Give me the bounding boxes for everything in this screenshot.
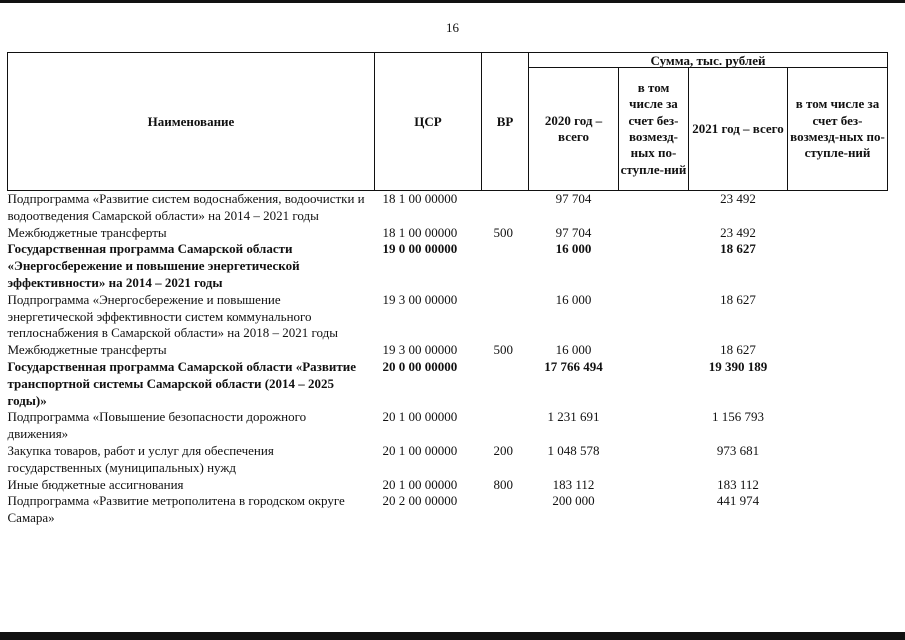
row-vr: 500: [493, 342, 513, 358]
table-body: [8, 191, 888, 527]
row-csr: 20 0 00 00000: [382, 358, 458, 374]
budget-table: [7, 52, 888, 527]
row-name: Государственная программа Самарской области «Энергосбережение и повышение энергетической эффективности» на 2014 – 2021 годы: [7, 241, 300, 290]
table-row: [8, 493, 888, 527]
row-2021-gratuitous: [788, 493, 888, 527]
row-2021-total: 23 492: [720, 224, 756, 240]
row-2020-gratuitous: [619, 191, 689, 225]
row-name: Подпрограмма «Повышение безопасности дорожного движения»: [7, 409, 307, 442]
row-2021-total: 18 627: [720, 342, 756, 358]
row-name: Государственная программа Самарской области «Развитие транспортной системы Самарской области (2014 – 2025 годы)»: [7, 358, 357, 408]
row-2020-total: 1 048 578: [547, 442, 600, 458]
row-csr: 19 3 00 00000: [382, 342, 458, 358]
row-vr: 500: [493, 224, 513, 240]
header-name: Наименование: [8, 53, 375, 191]
row-name: Закупка товаров, работ и услуг для обеспечения государственных (муниципальных) нужд: [7, 442, 274, 475]
row-name: Иные бюджетные ассигнования: [7, 476, 184, 492]
row-csr: 20 1 00 00000: [382, 442, 458, 458]
header-2021-total: 2021 год – всего: [689, 68, 788, 191]
row-vr: [482, 241, 529, 291]
row-2021-total: 23 492: [720, 191, 756, 206]
row-2020-total: 200 000: [552, 493, 595, 509]
row-2020-gratuitous: [619, 225, 689, 242]
row-2021-gratuitous: [788, 292, 888, 342]
table-row: [8, 191, 888, 225]
row-2020-gratuitous: [619, 477, 689, 494]
table-header: [8, 53, 888, 191]
row-2020-total: 16 000: [555, 291, 592, 307]
page-number: 16: [446, 20, 459, 35]
row-name: Подпрограмма «Развитие систем водоснабжения, водоочистки и водоотведения Самарской области» на 2014 – 2021 годы: [7, 191, 365, 223]
row-2020-gratuitous: [619, 493, 689, 527]
row-2021-gratuitous: [788, 342, 888, 359]
row-vr: [482, 292, 529, 342]
row-2020-total: 97 704: [555, 191, 592, 206]
row-2021-total: 18 627: [720, 291, 756, 307]
table-row: [8, 443, 888, 477]
row-2020-gratuitous: [619, 409, 689, 443]
header-2021-gratuitous: в том числе за счет без-возмезд-ных по-ступле-ний: [788, 68, 888, 191]
row-2021-total: 19 390 189: [708, 358, 768, 374]
row-2021-gratuitous: [788, 225, 888, 242]
row-2020-gratuitous: [619, 443, 689, 477]
row-vr: [482, 409, 529, 443]
scan-border-bottom: [0, 632, 905, 640]
row-2021-total: 973 681: [716, 442, 760, 458]
table-row: [8, 225, 888, 242]
row-2021-total: 441 974: [716, 493, 760, 509]
row-vr: 200: [493, 442, 513, 458]
row-2021-gratuitous: [788, 443, 888, 477]
table-row: [8, 477, 888, 494]
header-sum: Сумма, тыс. рублей: [529, 53, 888, 68]
row-name: Подпрограмма «Развитие метрополитена в городском округе Самара»: [7, 493, 345, 526]
table-row: [8, 292, 888, 342]
row-2021-gratuitous: [788, 477, 888, 494]
row-2021-total: 1 156 793: [712, 409, 764, 425]
row-2020-total: 17 766 494: [544, 358, 603, 374]
row-name: Подпрограмма «Энергосбережение и повышение энергетической эффективности систем коммунального теплоснабжения в Самарской области» на 2018 – 2021 годы: [7, 291, 339, 341]
row-2020-gratuitous: [619, 342, 689, 359]
row-2021-gratuitous: [788, 241, 888, 291]
row-csr: 19 0 00 00000: [382, 241, 458, 257]
row-vr: [482, 359, 529, 409]
row-2020-gratuitous: [619, 292, 689, 342]
row-csr: 18 1 00 00000: [382, 224, 458, 240]
row-2020-total: 16 000: [555, 342, 592, 358]
row-2021-total: 183 112: [717, 476, 759, 492]
row-csr: 20 1 00 00000: [382, 476, 458, 492]
row-csr: 18 1 00 00000: [382, 191, 458, 206]
header-2020-total: 2020 год – всего: [529, 68, 619, 191]
row-2021-gratuitous: [788, 409, 888, 443]
scan-border-top: [0, 0, 905, 3]
row-csr: 20 2 00 00000: [382, 493, 458, 509]
row-2020-total: 97 704: [555, 224, 592, 240]
table-row: [8, 409, 888, 443]
row-vr: [482, 191, 529, 225]
row-2020-gratuitous: [619, 241, 689, 291]
row-2021-gratuitous: [788, 191, 888, 225]
row-2020-total: 183 112: [552, 476, 595, 492]
header-csr: ЦСР: [375, 53, 482, 191]
row-2021-gratuitous: [788, 359, 888, 409]
header-2020-gratuitous: в том числе за счет без-возмезд-ных по-ступле-ний: [619, 68, 689, 191]
row-csr: 19 3 00 00000: [382, 291, 458, 307]
table-row: [8, 359, 888, 409]
table-row: [8, 241, 888, 291]
row-2020-total: 16 000: [555, 241, 592, 257]
table-row: [8, 342, 888, 359]
row-name: Межбюджетные трансферты: [7, 224, 167, 240]
row-csr: 20 1 00 00000: [382, 409, 458, 425]
row-name: Межбюджетные трансферты: [7, 342, 167, 358]
row-vr: [482, 493, 529, 527]
header-vr: ВР: [482, 53, 529, 191]
row-vr: 800: [493, 476, 513, 492]
row-2020-total: 1 231 691: [547, 409, 600, 425]
row-2021-total: 18 627: [720, 241, 756, 257]
row-2020-gratuitous: [619, 359, 689, 409]
